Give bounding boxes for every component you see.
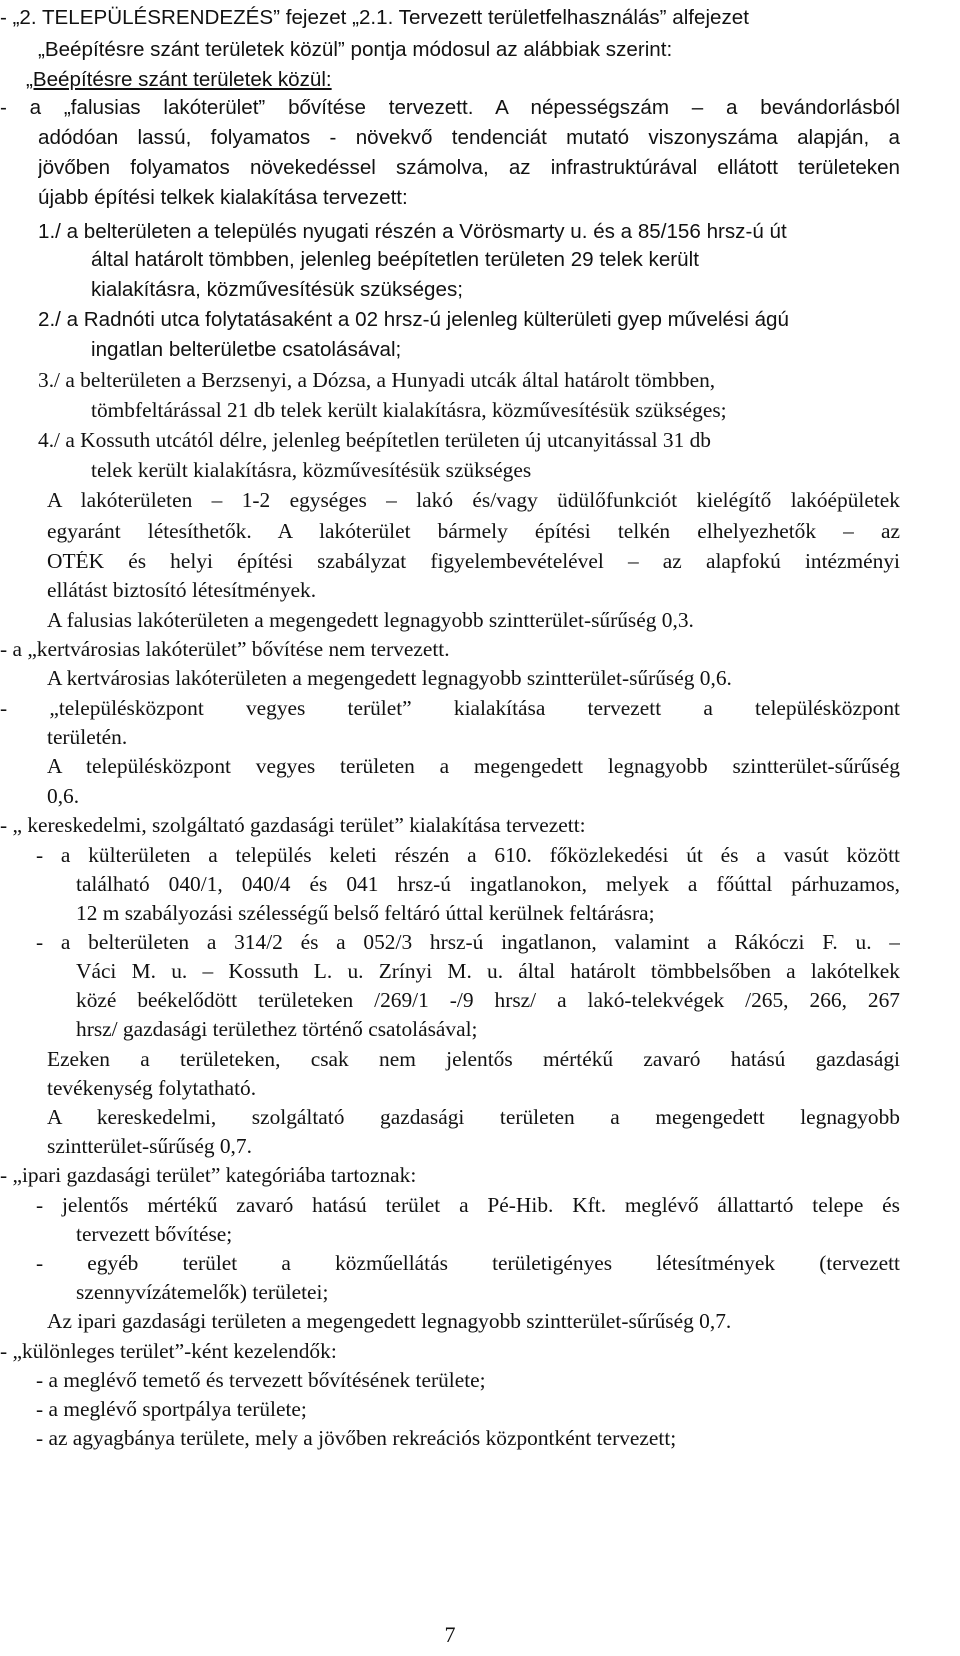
bullet-line: - „településközpont vegyes terület” kialakítása tervezett a településközpont xyxy=(0,698,900,720)
paragraph-line: újabb építési telkek kialakítása tervezett: xyxy=(38,186,408,209)
paragraph-line: - a „falusias lakóterület” bővítése tervezett. A népességszám – a bevándorlásból xyxy=(0,98,900,119)
numbered-item-line: 1./ a belterületen a település nyugati részén a Vörösmarty u. és a 85/156 hrsz-ú út xyxy=(38,220,787,243)
sub-bullet-line: található 040/1, 040/4 és 041 hrsz-ú ingatlanokon, melyek a főúttal párhuzamos, xyxy=(76,874,900,896)
bullet-line: - a „kertvárosias lakóterület” bővítése nem tervezett. xyxy=(0,637,450,661)
sub-bullet-line: Váci M. u. – Kossuth L. u. Zrínyi M. u. által határolt tömbbelsőben a lakótelkek xyxy=(76,961,900,983)
sub-bullet-line: - az agyagbánya területe, mely a jövőben rekreációs központként tervezett; xyxy=(36,1426,677,1450)
paragraph-line: egyaránt létesíthetők. A lakóterület bármely építési telkén elhelyezhetők – az xyxy=(47,521,900,543)
bullet-line: - „különleges terület”-ként kezelendők: xyxy=(0,1339,337,1363)
numbered-item-line: telek került kialakításra, közművesítésük szükséges xyxy=(91,458,532,482)
paragraph-line: 0,6. xyxy=(47,784,80,808)
paragraph-line: szintterület-sűrűség 0,7. xyxy=(47,1134,252,1158)
subheading-line: „Beépítésre szánt területek közül: xyxy=(26,68,332,91)
numbered-item-line: ingatlan belterületbe csatolásával; xyxy=(91,338,402,361)
sub-bullet-line: tervezett bővítése; xyxy=(76,1222,233,1246)
paragraph-line: A falusias lakóterületen a megengedett legnagyobb szintterület-sűrűség 0,3. xyxy=(47,608,694,632)
numbered-item-line: 2./ a Radnóti utca folytatásaként a 02 hrsz-ú jelenleg külterületi gyep művelési ágú xyxy=(38,308,789,331)
numbered-item-line: 4./ a Kossuth utcától délre, jelenleg beépítetlen területen új utcanyitással 31 db xyxy=(38,428,712,452)
numbered-item-line: tömbfeltárással 21 db telek került kialakításra, közművesítésük szükséges; xyxy=(91,398,727,422)
paragraph-line: A településközpont vegyes területen a megengedett legnagyobb szintterület-sűrűség xyxy=(47,756,900,778)
sub-bullet-line: - jelentős mértékű zavaró hatású terület a Pé-Hib. Kft. meglévő állattartó telepe és xyxy=(36,1195,900,1217)
sub-bullet-line: 12 m szabályozási szélességű belső feltáró úttal kerülnek feltárásra; xyxy=(76,901,655,925)
sub-bullet-line: szennyvízátemelők) területei; xyxy=(76,1280,329,1304)
sub-bullet-line: - a meglévő temető és tervezett bővítésének területe; xyxy=(36,1368,486,1392)
paragraph-line: Ezeken a területeken, csak nem jelentős mértékű zavaró hatású gazdasági xyxy=(47,1049,900,1071)
sub-bullet-line: hrsz/ gazdasági területhez történő csatolásával; xyxy=(76,1017,478,1041)
sub-bullet-line: - a meglévő sportpálya területe; xyxy=(36,1397,307,1421)
numbered-item-line: 3./ a belterületen a Berzsenyi, a Dózsa, a Hunyadi utcák által határolt tömbben, xyxy=(38,368,716,392)
paragraph-line: Az ipari gazdasági területen a megengedett legnagyobb szintterület-sűrűség 0,7. xyxy=(47,1309,732,1333)
paragraph-line: A lakóterületen – 1-2 egységes – lakó és/vagy üdülőfunkciót kielégítő lakóépületek xyxy=(47,490,900,512)
bullet-line: - „ kereskedelmi, szolgáltató gazdasági terület” kialakítása tervezett: xyxy=(0,813,586,837)
page-number: 7 xyxy=(444,1622,456,1647)
sub-bullet-line: - a belterületen a 314/2 és a 052/3 hrsz-ú ingatlanon, valamint a Rákóczi F. u. – xyxy=(36,932,900,954)
numbered-item-line: által határolt tömbben, jelenleg beépítetlen területen 29 telek került xyxy=(91,248,699,271)
paragraph-line: OTÉK és helyi építési szabályzat figyelembevételével – az alapfokú intézményi xyxy=(47,551,900,573)
numbered-item-line: kialakításra, közművesítésük szükséges; xyxy=(91,278,463,301)
paragraph-line: jövőben folyamatos növekedéssel számolva, az infrastruktúrával ellátott területeken xyxy=(38,158,900,179)
sub-bullet-line: közé beékelődött területeken /269/1 -/9 hrsz/ a lakó-telekvégek /265, 266, 267 xyxy=(76,990,900,1012)
paragraph-line: ellátást biztosító létesítmények. xyxy=(47,578,317,602)
paragraph-line: tevékenység folytatható. xyxy=(47,1076,257,1100)
bullet-line: - „ipari gazdasági terület” kategóriába tartoznak: xyxy=(0,1163,417,1187)
sub-bullet-line: - egyéb terület a közműellátás területigényes létesítmények (tervezett xyxy=(36,1253,900,1275)
paragraph-line: területén. xyxy=(47,725,128,749)
paragraph-line: A kereskedelmi, szolgáltató gazdasági területen a megengedett legnagyobb xyxy=(47,1107,900,1129)
heading-line: „Beépítésre szánt területek közül” pontja módosul az alábbiak szerint: xyxy=(38,38,673,61)
sub-bullet-line: - a külterületen a település keleti részén a 610. főközlekedési út és a vasút között xyxy=(36,845,900,867)
heading-line: - „2. TELEPÜLÉSRENDEZÉS” fejezet „2.1. Tervezett területfelhasználás” alfejezet xyxy=(0,6,749,29)
paragraph-line: adódóan lassú, folyamatos - növekvő tendenciát mutató viszonyszáma alapján, a xyxy=(38,128,900,149)
paragraph-line: A kertvárosias lakóterületen a megengedett legnagyobb szintterület-sűrűség 0,6. xyxy=(47,666,732,690)
